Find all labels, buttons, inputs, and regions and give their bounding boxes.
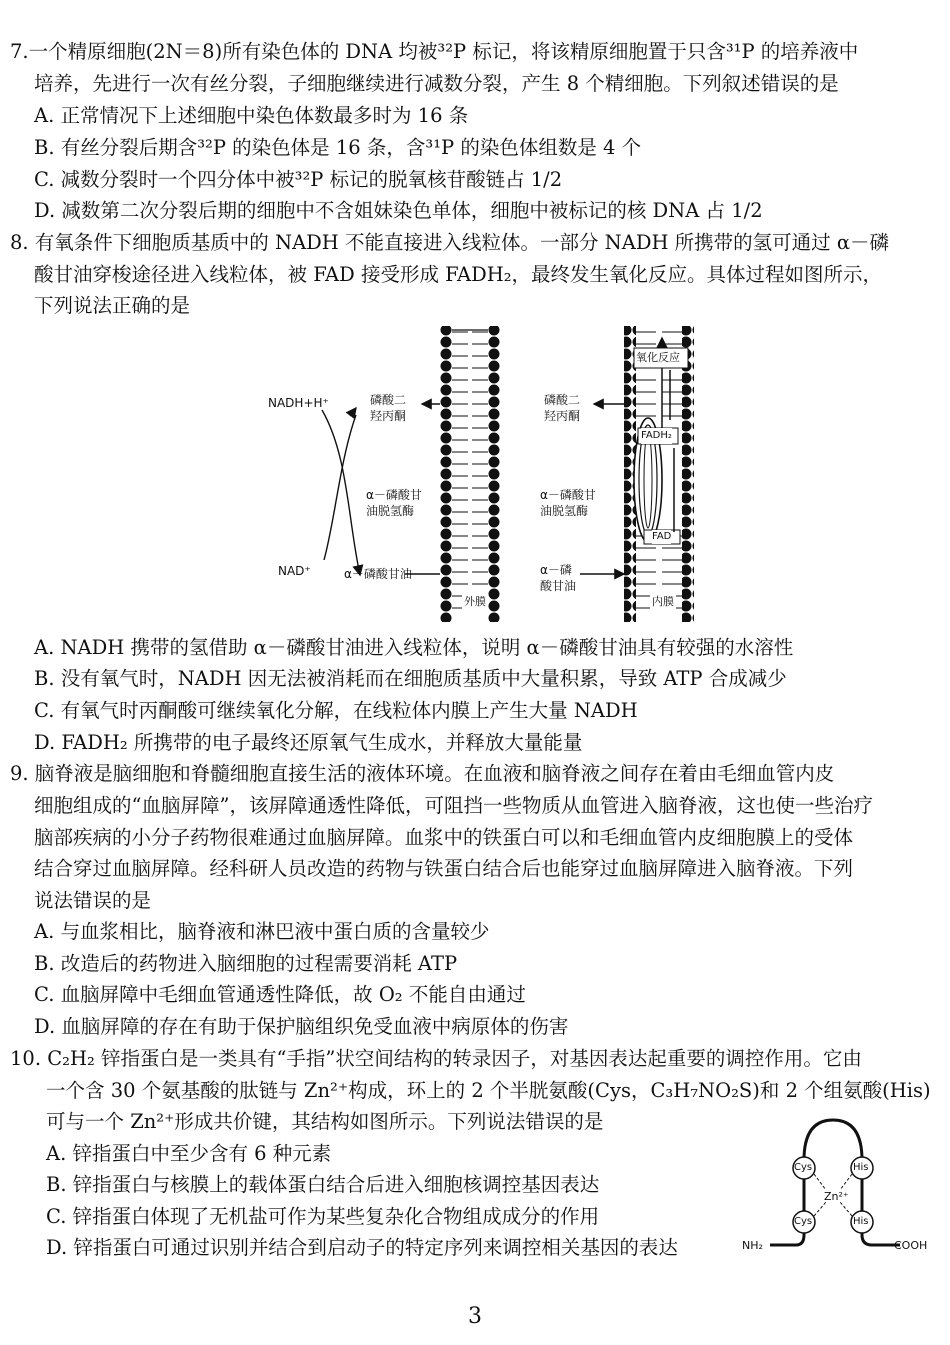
- label-g3p-right-1: α－磷: [540, 563, 572, 577]
- q7-option-b: B. 有丝分裂后期含³²P 的染色体是 16 条，含³¹P 的染色体组数是 4 个: [34, 136, 642, 159]
- label-cys-bottom: Cys: [794, 1216, 813, 1227]
- label-fad: FAD: [652, 531, 672, 542]
- label-enzyme-left-1: α－磷酸甘: [366, 488, 422, 502]
- label-fadh2: FADH₂: [641, 428, 672, 444]
- q8-stem-line-2: 酸甘油穿梭途径进入线粒体，被 FAD 接受形成 FADH₂，最终发生氧化反应。具体过程如图所示，: [34, 263, 883, 286]
- q7-option-c: C. 减数分裂时一个四分体中被³²P 标记的脱氧核苷酸链占 1/2: [34, 168, 563, 191]
- label-nh2: NH₂: [742, 1239, 763, 1252]
- q8-option-d: D. FADH₂ 所携带的电子最终还原氧气生成水，并释放大量能量: [34, 731, 583, 754]
- label-nad: NAD⁺: [278, 564, 311, 578]
- q9-stem-line-4: 结合穿过血脑屏障。经科研人员改造的药物与铁蛋白结合后也能穿过血脑屏障进入脑脊液。下列: [34, 857, 854, 880]
- label-inner-membrane: 内膜: [652, 595, 674, 608]
- label-enzyme-right-2: 油脱氢酶: [540, 504, 589, 518]
- q7-option-a: A. 正常情况下上述细胞中染色体数最多时为 16 条: [34, 104, 469, 127]
- label-dhap-right-2: 羟丙酮: [544, 409, 581, 423]
- q9-stem-line-1: 9. 脑脊液是脑细胞和脊髓细胞直接生活的液体环境。在血液和脑脊液之间存在着由毛细血管内皮: [10, 762, 835, 785]
- label-zinc-ion: Zn²⁺: [824, 1190, 849, 1203]
- q10-option-b: B. 锌指蛋白与核膜上的载体蛋白结合后进入细胞核调控基因表达: [46, 1173, 600, 1196]
- q10-stem-line-1: 10. C₂H₂ 锌指蛋白是一类具有“手指”状空间结构的转录因子，对基因表达起重要的调控作用。它由: [10, 1047, 862, 1070]
- q7-stem-line-2: 培养，先进行一次有丝分裂，子细胞继续进行减数分裂，产生 8 个精细胞。下列叙述错误的是: [34, 72, 839, 95]
- q10-stem-line-2: 一个含 30 个氨基酸的肽链与 Zn²⁺构成，环上的 2 个半胱氨酸(Cys，C₃H₇NO₂S)和 2 个组氨酸(His): [46, 1079, 931, 1102]
- q10-option-a: A. 锌指蛋白中至少含有 6 种元素: [46, 1142, 332, 1165]
- outer-membrane: [440, 326, 500, 622]
- q10-option-c: C. 锌指蛋白体现了无机盐可作为某些复杂化合物组成成分的作用: [46, 1205, 600, 1228]
- label-dhap-right-1: 磷酸二: [544, 393, 581, 407]
- q8-stem-line-3: 下列说法正确的是: [34, 294, 191, 317]
- page-number: 3: [468, 1304, 482, 1329]
- shuttle-diagram: [0, 320, 950, 630]
- label-cys-top: Cys: [794, 1162, 813, 1173]
- label-g3p-left: α－磷酸甘油: [344, 567, 412, 581]
- outer-membrane-tails: [452, 332, 488, 608]
- q9-stem-line-3: 脑部疾病的小分子药物很难通过血脑屏障。血浆中的铁蛋白可以和毛细血管内皮细胞膜上的受体: [34, 826, 854, 849]
- q9-option-b: B. 改造后的药物进入脑细胞的过程需要消耗 ATP: [34, 952, 458, 975]
- q8-option-c: C. 有氧气时丙酮酸可继续氧化分解，在线粒体内膜上产生大量 NADH: [34, 699, 638, 722]
- q7-stem-line-1: 7.一个精原细胞(2N＝8)所有染色体的 DNA 均被³²P 标记，将该精原细胞置于只含³¹P 的培养液中: [10, 40, 859, 63]
- label-oxidation: 氧化反应: [636, 351, 680, 364]
- label-dhap-left-1: 磷酸二: [370, 393, 407, 407]
- label-outer-membrane: 外膜: [464, 595, 486, 608]
- q9-option-c: C. 血脑屏障中毛细血管通透性降低，故 O₂ 不能自由通过: [34, 983, 526, 1006]
- label-his-top: His: [853, 1162, 869, 1173]
- q10-option-d: D. 锌指蛋白可通过识别并结合到启动子的特定序列来调控相关基因的表达: [46, 1236, 678, 1259]
- label-nadh: NADH+H⁺: [268, 396, 329, 410]
- label-his-bottom: His: [853, 1216, 869, 1227]
- label-enzyme-left-2: 油脱氢酶: [366, 504, 415, 518]
- label-enzyme-right-1: α－磷酸甘: [540, 488, 596, 502]
- q8-option-b: B. 没有氧气时，NADH 因无法被消耗而在细胞质基质中大量积累，导致 ATP 合成减少: [34, 667, 787, 690]
- q7-option-d: D. 减数第二次分裂后期的细胞中不含姐妹染色单体，细胞中被标记的核 DNA 占 1/2: [34, 199, 763, 222]
- q9-stem-line-5: 说法错误的是: [34, 889, 152, 912]
- label-cooh: COOH: [894, 1239, 928, 1252]
- q9-option-d: D. 血脑屏障的存在有助于保护脑组织免受血液中病原体的伤害: [34, 1015, 569, 1038]
- label-dhap-left-2: 羟丙酮: [370, 409, 407, 423]
- label-g3p-right-2: 酸甘油: [540, 579, 577, 593]
- q9-stem-line-2: 细胞组成的“血脑屏障”，该屏障通透性降低，可阻挡一些物质从血管进入脑脊液，这也使一些治疗: [34, 794, 873, 817]
- q8-stem-line-1: 8. 有氧条件下细胞质基质中的 NADH 不能直接进入线粒体。一部分 NADH 所携带的氢可通过 α－磷: [10, 231, 890, 254]
- q10-stem-line-3: 可与一个 Zn²⁺形成共价键，其结构如图所示。下列说法错误的是: [46, 1110, 604, 1133]
- zinc-finger-diagram: [740, 1110, 940, 1260]
- q8-option-a: A. NADH 携带的氢借助 α－磷酸甘油进入线粒体，说明 α－磷酸甘油具有较强的水溶性: [34, 636, 794, 659]
- q9-option-a: A. 与血浆相比，脑脊液和淋巴液中蛋白质的含量较少: [34, 920, 490, 943]
